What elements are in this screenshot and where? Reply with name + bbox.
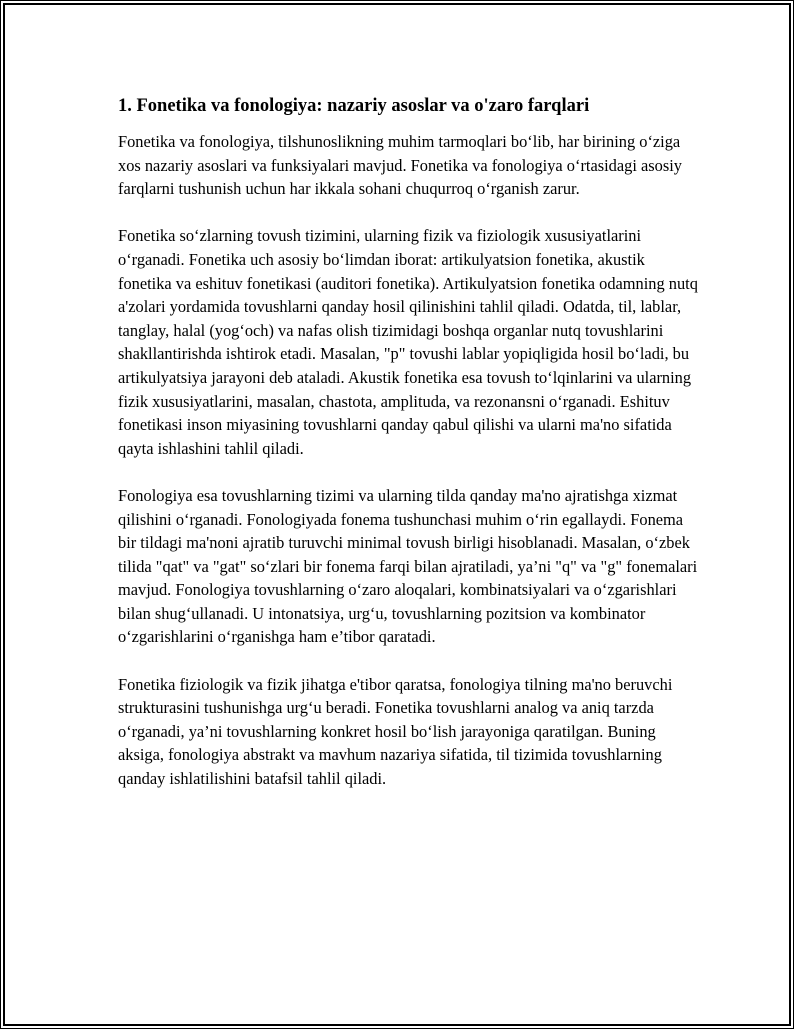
section-heading: 1. Fonetika va fonologiya: nazariy asoslar va o'zaro farqlari	[118, 96, 590, 116]
paragraph-comparison: Fonetika fiziologik va fizik jihatga e'tibor qaratsa, fonologiya tilning ma'no beruvchi strukturasini tushunishga urg‘u beradi. Fonetika tovushlarni analog va aniq tarzda o‘rganadi, ya’ni tovushlarning konkret hosil bo‘lish jarayoniga qaratilgan. Buning aksiga, fonologiya abstrakt va mavhum nazariya sifatida, til tizimida tovushlarning qanday ishlatilishini batafsil tahlil qiladi.	[118, 674, 673, 789]
paragraph-phonology: Fonologiya esa tovushlarning tizimi va ularning tilda qanday ma'no ajratishga xizmat qilishini o‘rganadi. Fonologiyada fonema tushunchasi muhim o‘rin egallaydi. Fonema bir tildagi ma'noni ajratib turuvchi minimal tovush birligi hisoblanadi. Masalan, o‘zbek tilida "qat" va "gat" so‘zlari bir fonema farqi bilan ajratiladi, ya’ni "q" va "g" fonemalari mavjud. Fonologiya tovushlarning o‘zaro aloqalari, kombinatsiyalari va o‘zgarishlari bilan shug‘ullanadi. U intonatsiya, urg‘u, tovushlarning pozitsion va kombinator o‘zgarishlarini o‘rganishga ham e’tibor qaratadi.	[118, 485, 698, 647]
document-body	[118, 94, 698, 814]
paragraph-intro: Fonetika va fonologiya, tilshunoslikning muhim tarmoqlari bo‘lib, har birining o‘ziga xos nazariy asoslari va funksiyalari mavjud. Fonetika va fonologiya o‘rtasidagi asosiy farqlarni tushunish uchun har ikkala sohani chuqurroq o‘rganish zarur.	[118, 132, 682, 199]
paragraph-phonetics: Fonetika so‘zlarning tovush tizimini, ularning fizik va fiziologik xususiyatlarini o‘rganadi. Fonetika uch asosiy bo‘limdan iborat: artikulyatsion fonetika, akustik fonetika va eshituv fonetikasi (auditori fonetika). Artikulyatsion fonetika odamning nutq a'zolari yordamida tovushlarni qanday hosil qilinishini tahlil qiladi. Odatda, til, lablar, tanglay, halal (yog‘och) va nafas olish tizimidagi boshqa organlar nutq tovushlarini shakllantirishda ishtirok etadi. Masalan, "p" tovushi lablar yopiqligida hosil bo‘ladi, bu artikulyatsiya jarayoni deb ataladi. Akustik fonetika esa tovush to‘lqinlarini va ularning fizik xususiyatlarini, masalan, chastota, amplituda, va rezonansni o‘rganadi. Eshituv fonetikasi inson miyasining tovushlarni qanday qabul qilishi va ularni ma'no sifatida qayta ishlashini tahlil qiladi.	[118, 226, 698, 458]
